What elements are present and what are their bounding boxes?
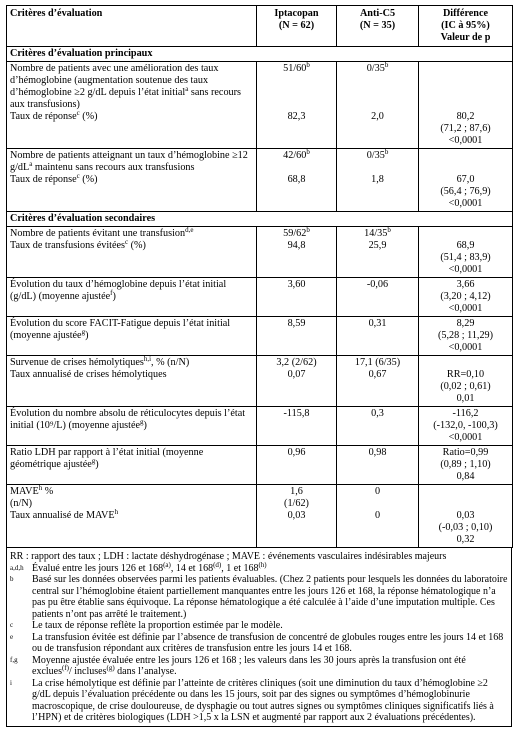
section-primary-heading: Critères d’évaluation principaux bbox=[7, 47, 513, 62]
footnotes bbox=[6, 548, 512, 727]
difference-value: 3,66 (3,20 ; 4,12) <0,0001 bbox=[419, 278, 513, 317]
footnote-item: b Basé sur les données observées parmi les patients évaluables. (Chez 2 patients pour lesquels les données du laboratoire central sur l’hémoglobine étaient partiellement manquantes entre les jours 126 et 168, la réponse hématologique n’a pas pu être établie sans équivoque. La réponse hématologique a été calculée à l’aide d’une imputation multiple. Ces patients n’ont pas arrêté le traitement.) bbox=[10, 574, 508, 620]
difference-value: -116,2 (-132,0, -100,3) <0,0001 bbox=[419, 407, 513, 446]
difference-value: 80,2 (71,2 ; 87,6) <0,0001 bbox=[419, 62, 513, 149]
row-label: Nombre de patients avec une amélioration des taux d’hémoglobine (augmentation soutenue des taux d’hémoglobine ≥2 g/dL depuis l’état initial$^a$ sans recours aux transfusions) Taux de réponse$^c$ (%) bbox=[7, 62, 257, 149]
footnote-abbreviations: RR : rapport des taux ; LDH : lactate déshydrogénase ; MAVE : événements vasculaires indésirables majeurs bbox=[10, 551, 447, 562]
table-row bbox=[7, 62, 513, 149]
anti-c5-value: 0 0 bbox=[337, 485, 419, 548]
row-label: Survenue de crises hémolytiques$^{h,i}$, % (n/N) Taux annualisé de crises hémolytiques bbox=[7, 356, 257, 407]
table-row bbox=[7, 407, 513, 446]
iptacopan-value: 3,60 bbox=[257, 278, 337, 317]
difference-value: 67,0 (56,4 ; 76,9) <0,0001 bbox=[419, 149, 513, 212]
header-anti-c5: Anti-C5 (N = 35) bbox=[337, 6, 419, 47]
row-label: Nombre de patients atteignant un taux d’hémoglobine ≥12 $g/dL^a$ maintenu sans recours aux transfusions Taux de réponse$^c$ (%) bbox=[7, 149, 257, 212]
difference-value: RR=0,10 (0,02 ; 0,61) 0,01 bbox=[419, 356, 513, 407]
table-row bbox=[7, 227, 513, 278]
difference-value: 0,03 (-0,03 ; 0,10) 0,32 bbox=[419, 485, 513, 548]
section-primary-row bbox=[7, 47, 513, 62]
iptacopan-value: 1,6 (1/62) 0,03 bbox=[257, 485, 337, 548]
row-label: MAVE$^h$ % (n/N) Taux annualisé de MAVE$^h$ bbox=[7, 485, 257, 548]
header-criteria: Critères d’évaluation bbox=[7, 6, 257, 47]
anti-c5-value: 14/35$^b$ 25,9 bbox=[337, 227, 419, 278]
table-row bbox=[7, 446, 513, 485]
footnote-item: a,d,h Évalué entre les jours 126 et 168$^{(a)}$, 14 et 168$^{(d)}$, 1 et 168$^{(h)}$ bbox=[10, 560, 267, 574]
header-iptacopan: Iptacopan (N = 62) bbox=[257, 6, 337, 47]
anti-c5-value: 0,31 bbox=[337, 317, 419, 356]
footnote-item: c Le taux de réponse reflète la proportion estimée par le modèle. bbox=[10, 620, 283, 631]
header-difference: Différence (IC à 95%) Valeur de p bbox=[419, 6, 513, 47]
row-label: Évolution du taux d’hémoglobine depuis l’état initial (g/dL) (moyenne ajustée$^f$) bbox=[7, 278, 257, 317]
iptacopan-value: 8,59 bbox=[257, 317, 337, 356]
table-row bbox=[7, 317, 513, 356]
footnote-item: f,g Moyenne ajustée évaluée entre les jours 126 et 168 ; les valeurs dans les 30 jours après la transfusion ont été exclues$^{(f)}$/ incluses$^{(g)}$ dans l’analyse. bbox=[10, 654, 466, 677]
table-row bbox=[7, 149, 513, 212]
difference-value: 8,29 (5,28 ; 11,29) <0,0001 bbox=[419, 317, 513, 356]
anti-c5-value: -0,06 bbox=[337, 278, 419, 317]
iptacopan-value: -115,8 bbox=[257, 407, 337, 446]
table-row bbox=[7, 278, 513, 317]
anti-c5-value: 0,98 bbox=[337, 446, 419, 485]
table-header-row bbox=[7, 6, 513, 47]
difference-value: 68,9 (51,4 ; 83,9) <0,0001 bbox=[419, 227, 513, 278]
anti-c5-value: 0/35$^b$ 1,8 bbox=[337, 149, 419, 212]
section-secondary-row bbox=[7, 212, 513, 227]
row-label: Nombre de patients évitant une transfusion$^{d,e}$ Taux de transfusions évitées$^c$ (%) bbox=[7, 227, 257, 278]
iptacopan-value: 59/62$^b$ 94,8 bbox=[257, 227, 337, 278]
iptacopan-value: 3,2 (2/62) 0,07 bbox=[257, 356, 337, 407]
row-label: Évolution du score FACIT-Fatigue depuis l’état initial (moyenne ajustée$^g$) bbox=[7, 317, 257, 356]
iptacopan-value: 42/60$^b$ 68,8 bbox=[257, 149, 337, 212]
iptacopan-value: 0,96 bbox=[257, 446, 337, 485]
anti-c5-value: 0/35$^b$ 2,0 bbox=[337, 62, 419, 149]
results-table-container bbox=[6, 5, 512, 727]
difference-value: Ratio=0,99 (0,89 ; 1,10) 0,84 bbox=[419, 446, 513, 485]
table-row bbox=[7, 485, 513, 548]
anti-c5-value: 17,1 (6/35) 0,67 bbox=[337, 356, 419, 407]
iptacopan-value: 51/60$^b$ 82,3 bbox=[257, 62, 337, 149]
results-table bbox=[6, 5, 513, 548]
anti-c5-value: 0,3 bbox=[337, 407, 419, 446]
row-label: Ratio LDH par rapport à l’état initial (moyenne géométrique ajustée$^g$) bbox=[7, 446, 257, 485]
footnote-item: i La crise hémolytique est définie par l’atteinte de critères cliniques (soit une diminution du taux d’hémoglobine ≥2 g/dL depuis l’évaluation précédente ou dans les 15 jours, soit par des signes ou symptômes d’hémoglobinurie macroscopique, de crise douloureuse, de dysphagie ou tout autres signes ou symptômes cliniques significatifs liés à l’HPN) et de critères biologiques (LDH >1,5 x la LSN et augmenté par rapport aux 2 évaluations précédentes). bbox=[10, 677, 494, 723]
footnote-item: e La transfusion évitée est définie par l’absence de transfusion de concentré de globules rouges entre les jours 14 et 168 ou de transfusion répondant aux critères de transfusion entre les jours 14 et 168. bbox=[10, 631, 504, 654]
section-secondary-heading: Critères d’évaluation secondaires bbox=[7, 212, 513, 227]
row-label: Évolution du nombre absolu de réticulocytes depuis l’état initial (10⁹/L) (moyenne ajustée$^g$) bbox=[7, 407, 257, 446]
table-row bbox=[7, 356, 513, 407]
